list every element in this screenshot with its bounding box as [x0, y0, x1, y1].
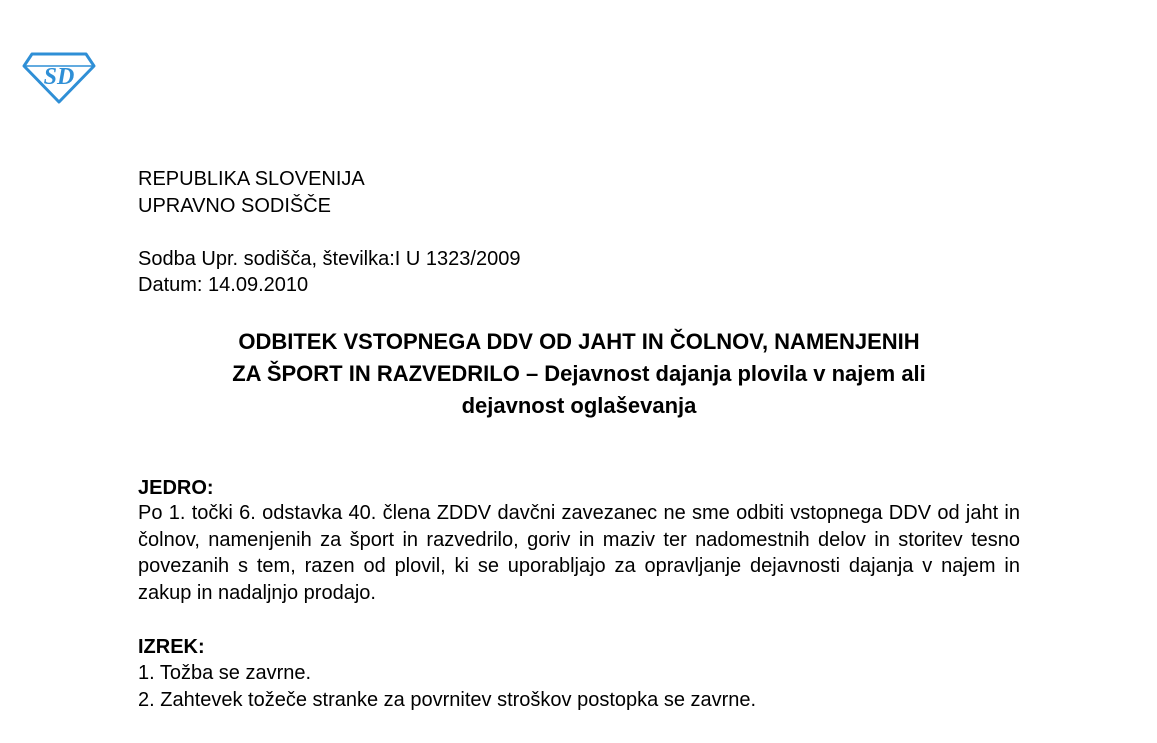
title-line-2: ZA ŠPORT IN RAZVEDRILO – Dejavnost dajanja plovila v najem ali — [232, 361, 926, 386]
court-logo — [22, 50, 96, 104]
title-line-3: dejavnost oglaševanja — [461, 393, 697, 418]
jedro-paragraph: Po 1. točki 6. odstavka 40. člena ZDDV davčni zavezanec ne sme odbiti vstopnega DDV od jaht in čolnov, namenjenih za šport in razvedrilo, goriv in maziv ter nadomestnih delov in storitev tesno povezanih s tem, razen od plovil, ki se uporabljajo za opravljanje dejavnosti dajanja v najem in zakup in nadaljnjo prodajo. — [138, 502, 1020, 604]
logo-text: SD — [43, 64, 75, 90]
title-line-1: ODBITEK VSTOPNEGA DDV OD JAHT IN ČOLNOV, NAMENJENIH — [238, 329, 920, 354]
judgment-date: Datum: 14.09.2010 — [138, 274, 309, 296]
document-title — [138, 326, 1020, 422]
jedro-heading: JEDRO: — [138, 477, 214, 499]
izrek-heading: IZREK: — [138, 636, 205, 658]
country-name: REPUBLIKA SLOVENIJA — [138, 168, 365, 190]
izrek-item-1: 1. Tožba se zavrne. — [138, 662, 312, 684]
court-name: UPRAVNO SODIŠČE — [138, 195, 331, 217]
case-reference: Sodba Upr. sodišča, številka:I U 1323/2009 — [138, 248, 521, 270]
sd-diamond-logo-icon — [22, 50, 96, 104]
izrek-item-2: 2. Zahtevek tožeče stranke za povrnitev stroškov postopka se zavrne. — [138, 689, 757, 711]
